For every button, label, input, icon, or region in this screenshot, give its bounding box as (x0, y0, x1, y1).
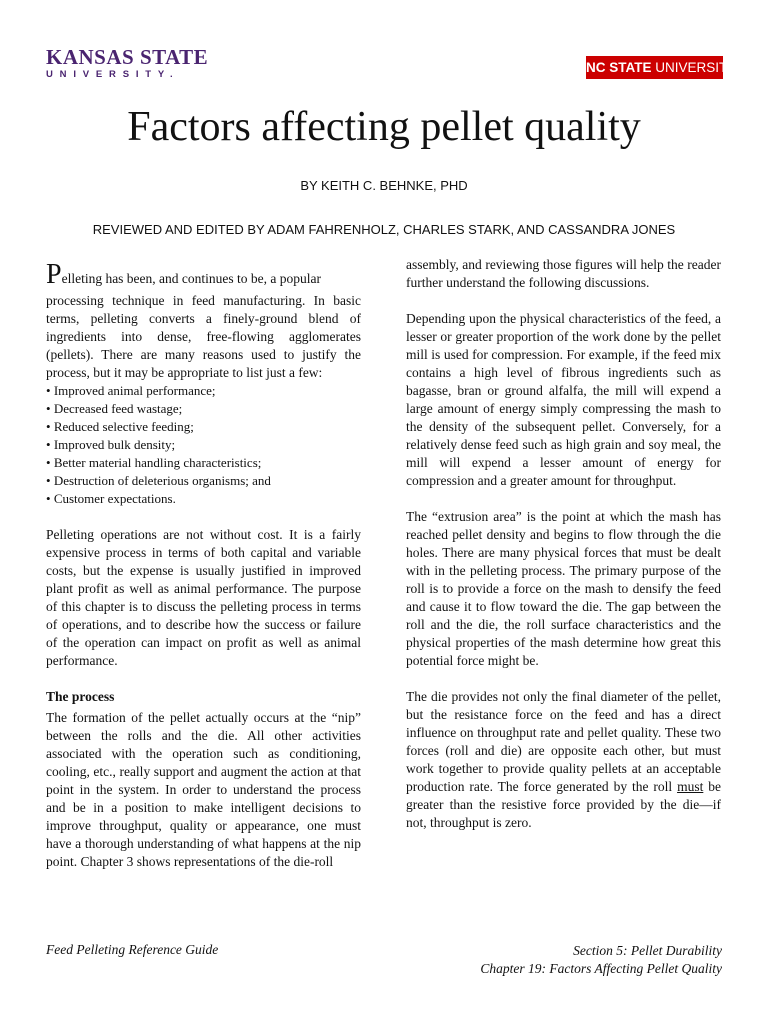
right-column (406, 256, 721, 832)
ksu-logo-subtitle: UNIVERSITY. (46, 69, 180, 80)
nc-state-logo (586, 56, 737, 79)
footer-chapter-line: Chapter 19: Factors Affecting Pellet Quality (480, 961, 722, 976)
intro-first-line (46, 259, 361, 290)
footer-section-line: Section 5: Pellet Durability (573, 943, 722, 958)
intro-paragraph: processing technique in feed manufacturing. In basic terms, pelleting converts a finely-ground blend of ingredients into dense, free-flowing agglomerates (pellets). There are many reasons used to justify the process, but it may be appropriate to list just a few: (46, 293, 361, 380)
compression-paragraph: Depending upon the physical characteristics of the feed, a lesser or greater proportion of the work done by the pellet mill is used for compression. For example, if the feed mix contains a high level of fibrous ingredients such as bagasse, bran or ground alfalfa, the mill will expend a large amount of energy simply compressing the mash to the density of the subsequent pellet. Conversely, for a relatively dense feed such as high grain and soy meal, the mill will expend a lesser amount of energy for compression and a greater amount for throughput. (406, 311, 721, 488)
author-byline: BY KEITH C. BEHNKE, PHD (300, 178, 468, 193)
left-column (46, 259, 361, 871)
ncsu-logo-bold: NC STATE (586, 60, 652, 75)
list-item: • Customer expectations. (46, 490, 361, 508)
intro-first-text: elleting has been, and continues to be, a popular (61, 271, 321, 286)
kansas-state-logo (46, 45, 209, 81)
list-item: • Reduced selective feeding; (46, 418, 361, 436)
section-heading: The process (46, 689, 115, 704)
ksu-logo-wordmark: KANSAS STATE (46, 45, 209, 69)
benefits-list (46, 382, 361, 508)
die-paragraph (406, 688, 721, 832)
assembly-paragraph: assembly, and reviewing those figures will help the reader further understand the following discussions. (406, 257, 721, 290)
emphasis-must: must (677, 779, 704, 794)
extrusion-paragraph: The “extrusion area” is the point at which the mash has reached pellet density and begins to flow through the die holes. There are many physical forces that must be dealt with in the pelleting process. The primary purpose of the roll is to provide a force on the mash to densify the feed and cause it to flow toward the die. The gap between the roll and the die, the roll surface characteristics and the physical properties of the mash determine how great this potential force might be. (406, 509, 721, 668)
list-item: • Decreased feed wastage; (46, 400, 361, 418)
list-item: • Improved animal performance; (46, 382, 361, 400)
list-item: • Improved bulk density; (46, 436, 361, 454)
ncsu-logo-rest: UNIVERSITY (655, 60, 737, 75)
page-title: Factors affecting pellet quality (127, 104, 641, 150)
die-text-a: The die provides not only the final diameter of the pellet, but the resistance force on the feed and has a direct influence on throughput rate and pellet quality. These two forces (roll and die) are opposite each other, but must work together to provide quality pellets at an acceptable production rate. The force generated by the roll (406, 689, 721, 794)
die-text-b: be greater than the resistive force provided by the die—if not, throughput is zero. (406, 779, 721, 830)
footer-guide-title: Feed Pelleting Reference Guide (46, 942, 219, 957)
list-item: • Better material handling characteristics; (46, 454, 361, 472)
reviewers-line: REVIEWED AND EDITED BY ADAM FAHRENHOLZ, CHARLES STARK, AND CASSANDRA JONES (92, 222, 676, 237)
drop-cap: P (46, 259, 62, 290)
process-paragraph: The formation of the pellet actually occurs at the “nip” between the rolls and the die. All other activities associated with the operation such as conditioning, cooling, etc., really support and augment the action at that point in the system. In order to understand the process and be in a position to make intelligent decisions to improve throughput, quality or appearance, one must have a thorough understanding of what happens at the nip point. Chapter 3 shows representations of the die-roll (46, 710, 361, 869)
list-item: • Destruction of deleterious organisms; and (46, 472, 361, 490)
footer-section (480, 942, 722, 978)
cost-paragraph: Pelleting operations are not without cost. It is a fairly expensive process in terms of both capital and variable costs, but the expense is usually justified in improved plant profit as well as animal performance. The purpose of this chapter is to discuss the pelleting process in terms of operations, and to describe how the success or failure of the operation can impact on profit as well as animal performance. (46, 527, 361, 668)
